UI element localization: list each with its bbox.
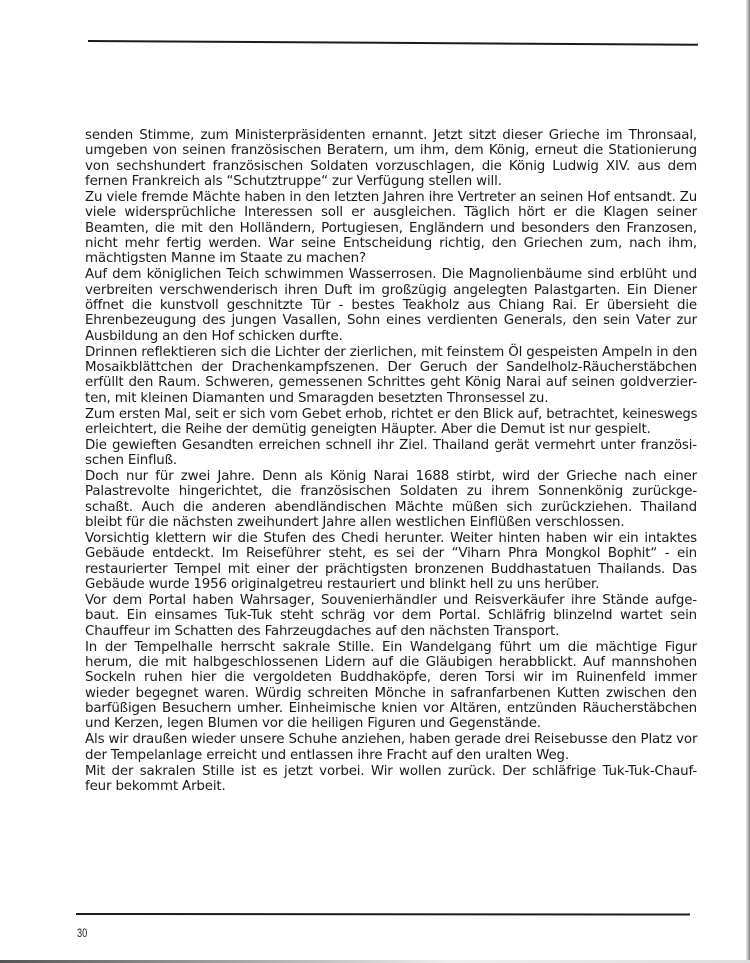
text-line: Zum ersten Mal, seit er sich vom Gebet erhob, richtet er den Blick auf, betrachtet, keineswegs <box>85 406 698 422</box>
text-line: In der Tempelhalle herrscht sakrale Stille. Ein Wandelgang führt um die mächtige Figur <box>85 639 697 655</box>
text-line: wieder begegnet waren. Würdig schreiten Mönche in safranfarbenen Kutten zwischen den <box>85 685 697 701</box>
text-line: Gebäude entdeckt. Im Reiseführer steht, es sei der “Viharn Phra Mongkol Bophit“ - ein <box>85 546 697 562</box>
body-text <box>85 128 697 794</box>
text-line: Palastrevolte hingerichtet, die französischen Soldaten zu ihrem Sonnenkönig zurückge- <box>85 484 697 500</box>
text-line: und Kerzen, legen Blumen vor die heiligen Figuren und Gegenstände. <box>85 716 541 732</box>
text-line: erfüllt den Raum. Schweren, gemessenen Schrittes geht König Narai auf seinen goldverzier- <box>85 375 697 391</box>
text-line: schen Einfluß. <box>85 453 177 469</box>
text-line: Die gewieften Gesandten erreichen schnell ihr Ziel. Thailand gerät vermehrt unter französi- <box>85 437 697 453</box>
paragraph <box>85 640 697 732</box>
paragraph <box>85 345 697 406</box>
text-line: Chauffeur im Schatten des Fahrzeugdaches auf den nächsten Transport. <box>85 623 560 639</box>
text-line: Als wir draußen wieder unsere Schuhe anziehen, haben gerade drei Reisebusse den Platz vor <box>85 732 698 748</box>
text-line: Doch nur für zwei Jahre. Denn als König Narai 1688 stirbt, wird der Grieche nach einer <box>85 469 697 485</box>
text-line: Vor dem Portal haben Wahrsager, Souvenierhändler und Reisverkäufer ihre Stände aufge- <box>85 593 697 609</box>
text-line: verbreiten verschwenderisch ihren Duft im großzügig angelegten Palastgarten. Ein Diener <box>85 282 697 298</box>
text-line: bleibt für die nächsten zweihundert Jahre allen westlichen Einflüßen verschlossen. <box>85 515 625 531</box>
text-line: viele widersprüchliche Interessen soll er ausgleichen. Täglich hört er die Klagen seiner <box>85 205 697 221</box>
header-rule <box>88 40 698 45</box>
text-line: Drinnen reflektieren sich die Lichter der zierlichen, mit feinstem Öl gespeisten Ampeln in den <box>85 344 698 360</box>
text-line: der Tempelanlage erreicht und entlassen ihre Fracht auf den uralten Weg. <box>85 747 570 763</box>
paragraph <box>85 128 697 189</box>
text-line: Vorsichtig klettern wir die Stufen des Chedi herunter. Weiter hinten haben wir ein intaktes <box>85 531 697 547</box>
text-line: schaßt. Auch die anderen abendländischen Mächte müßen sich zurückziehen. Thailand <box>85 499 697 515</box>
text-line: baut. Ein einsames Tuk-Tuk steht schräg vor dem Portal. Schläfrig blinzelnd wartet sein <box>85 608 697 624</box>
text-line: umgeben von seinen französischen Beratern, um ihm, dem König, erneut die Stationierung <box>85 143 697 159</box>
footer-rule <box>76 913 690 915</box>
paragraph <box>85 764 697 795</box>
paragraph <box>85 732 697 763</box>
paragraph <box>85 469 697 530</box>
text-line: Ehrenbezeugung des jungen Vasallen, Sohn eines verdienten Generals, den sein Vater zur <box>85 313 697 329</box>
text-line: Ausbildung an den Hof schicken durfte. <box>85 328 343 344</box>
text-line: barfüßigen Besuchern umher. Einheimische knien vor Altären, entzünden Räucherstäbchen <box>85 701 697 717</box>
paragraph <box>85 531 697 592</box>
text-line: Beamten, die mit den Holländern, Portugiesen, Engländern und besonders den Franzosen, <box>85 220 697 236</box>
text-line: feur bekommt Arbeit. <box>85 778 226 794</box>
text-line: Gebäude wurde 1956 originalgetreu restauriert und blinkt hell zu uns herüber. <box>85 577 600 593</box>
text-line: Auf dem königlichen Teich schwimmen Wasserrosen. Die Magnolienbäume sind erblüht und <box>85 267 697 283</box>
text-line: mächtigsten Manne im Staate zu machen? <box>85 251 366 267</box>
text-line: erleichtert, die Reihe der demütig geneigten Häupter. Aber die Demut ist nur gespielt. <box>85 421 651 437</box>
page-number: 30 <box>77 928 88 940</box>
paragraph <box>85 267 697 344</box>
text-line: von sechshundert französischen Soldaten vorzuschlagen, die König Ludwig XIV. aus dem <box>85 158 697 174</box>
paragraph <box>85 190 697 267</box>
paragraph <box>85 593 697 639</box>
paragraph <box>85 438 697 469</box>
text-line: senden Stimme, zum Ministerpräsidenten ernannt. Jetzt sitzt dieser Grieche im Thronsaal, <box>85 128 697 143</box>
text-line: herum, die mit halbgeschlossenen Lidern auf die Gläubigen herabblickt. Auf mannshohen <box>85 655 697 671</box>
text-line: fernen Frankreich als “Schutztruppe“ zur Verfügung stellen will. <box>85 174 502 190</box>
text-line: ten, mit kleinen Diamanten und Smaragden besetzten Thronsessel zu. <box>85 390 549 406</box>
text-line: Zu viele fremde Mächte haben in den letzten Jahren ihre Vertreter an seinen Hof entsandt. Zu <box>85 189 698 205</box>
text-line: restaurierter Tempel mit einer der prächtigsten bronzenen Buddhastatuen Thailands. Das <box>85 561 697 577</box>
text-line: Mosaikblättchen der Drachenkampfszenen. Der Geruch der Sandelholz-Räucherstäbchen <box>85 359 697 375</box>
text-line: Mit der sakralen Stille ist es jetzt vorbei. Wir wollen zurück. Der schläfrige Tuk-Tuk-Chauf- <box>85 763 697 779</box>
page-edge-shadow <box>746 0 750 963</box>
text-line: Sockeln ruhen hier die vergoldeten Buddhaköpfe, deren Torsi wir im Ruinenfeld immer <box>85 670 697 686</box>
text-line: nicht mehr fertig werden. War seine Entscheidung richtig, den Griechen zum, nach ihm, <box>85 236 697 251</box>
text-line: öffnet die kunstvoll geschnitzte Tür - bestes Teakholz aus Chiang Rai. Er übersieht die <box>85 297 697 313</box>
paragraph <box>85 407 697 438</box>
